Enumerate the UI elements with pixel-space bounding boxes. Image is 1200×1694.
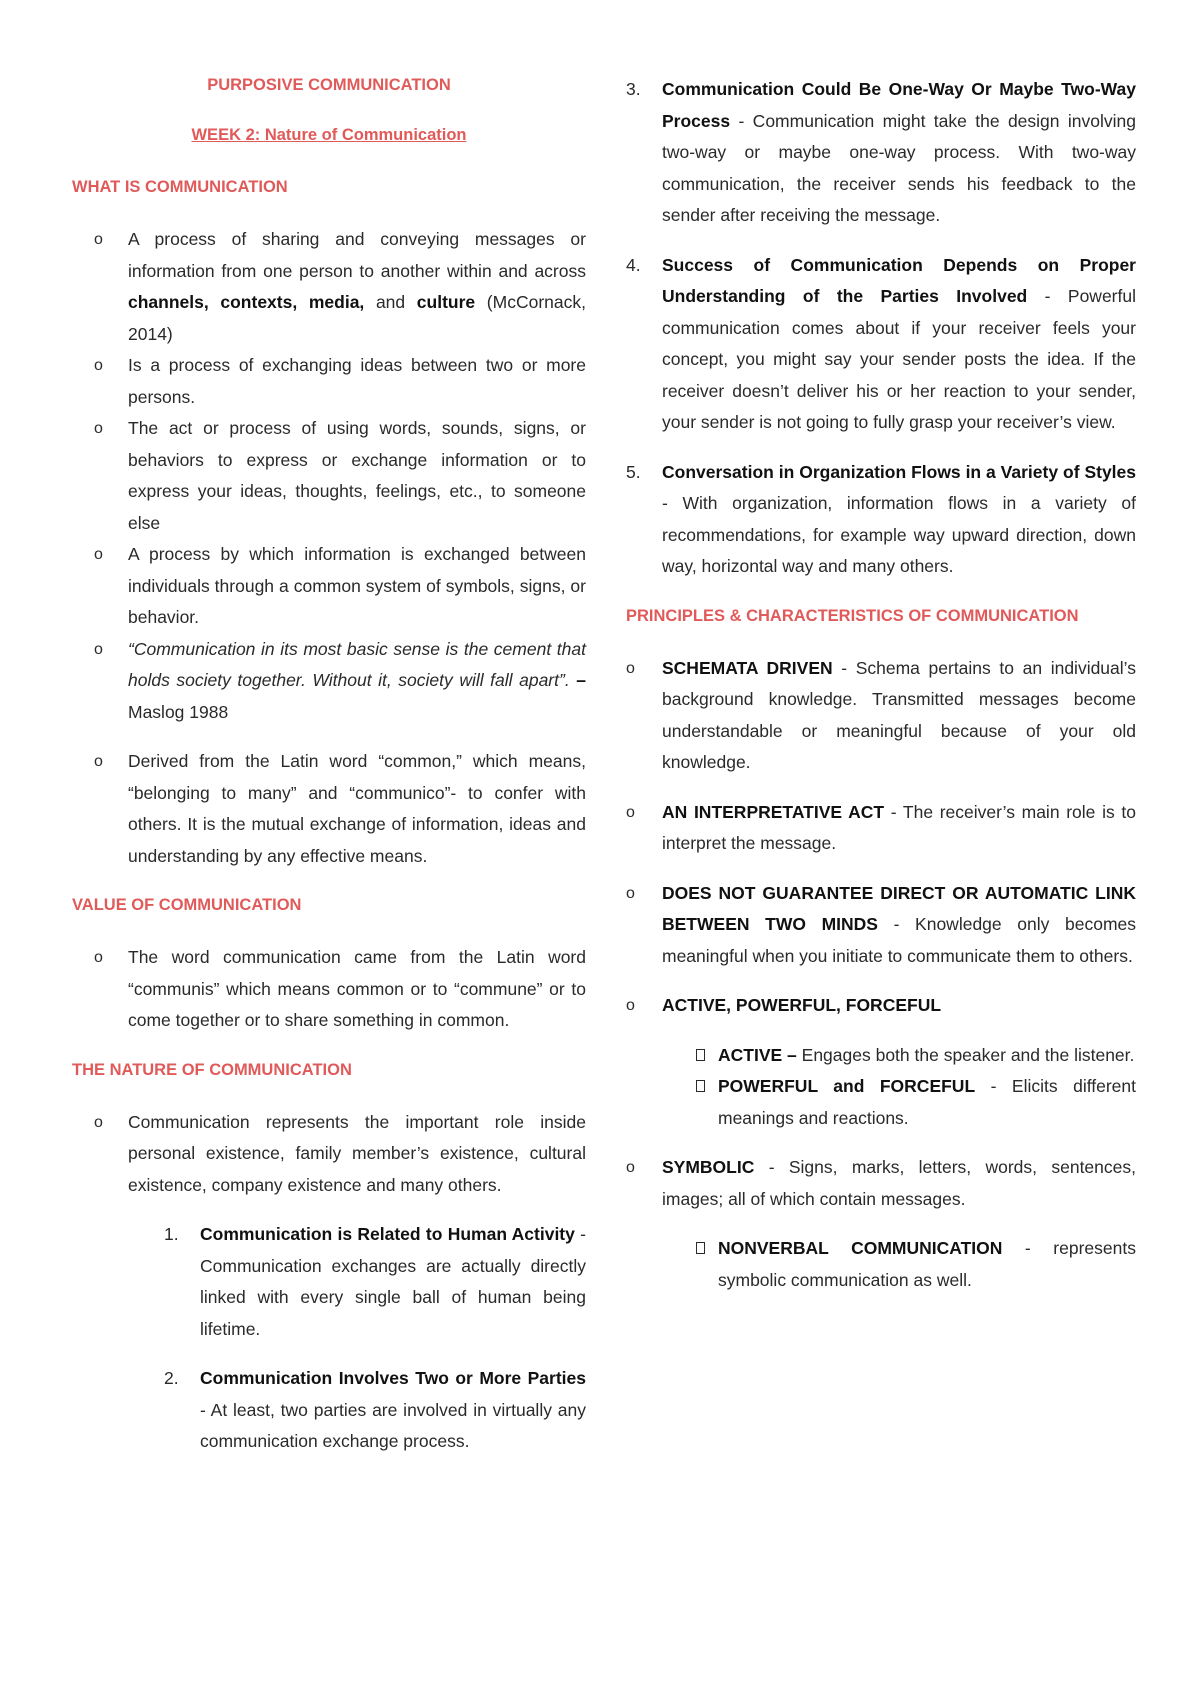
- bullet-icon: o: [94, 1113, 103, 1131]
- left-column: [72, 74, 586, 1458]
- numbered-item: 4. Success of Communication Depends on Proper Understanding of the Parties Involved - Powerful communication comes about if your receiver feels your concept, you might say your sender posts the idea. If the receiver doesn’t deliver his or her reaction to your sender, your sender is not going to fully grasp your receiver’s view.: [626, 254, 1136, 432]
- square-bullet-icon: [696, 1080, 705, 1092]
- quote-author: Maslog 1988: [128, 701, 229, 722]
- numbered-item: 1. Communication is Related to Human Activity - Communication exchanges are actually directly linked with every single ball of human being lifetime.: [164, 1224, 586, 1339]
- what-list: [72, 224, 586, 872]
- nature-numbered-list-right: [626, 74, 1136, 583]
- list-item: o Communication represents the important role inside personal existence, family member’s existence, cultural existence, company existence and many others.: [72, 1107, 586, 1202]
- document-subtitle: WEEK 2: Nature of Communication: [191, 126, 467, 144]
- heading-what-is-communication: WHAT IS COMMUNICATION: [72, 178, 288, 196]
- bullet-icon: o: [94, 231, 103, 248]
- list-item: o SYMBOLIC - Signs, marks, letters, words, sentences, images; all of which contain messages.: [626, 1152, 1136, 1215]
- list-item: o “Communication in its most basic sense is the cement that holds society together. Without it, society will fall apart”. – Maslog 1988: [72, 634, 586, 729]
- numbered-item: 3. Communication Could Be One-Way Or Maybe Two-Way Process - Communication might take the design involving two-way or maybe one-way process. With two-way communication, the receiver sends his feedback to the sender after receiving the message.: [626, 79, 1136, 225]
- list-item: o Is a process of exchanging ideas between two or more persons.: [72, 350, 586, 413]
- sub-item-nonverbal: NONVERBAL COMMUNICATION - represents symbolic communication as well.: [682, 1233, 1136, 1296]
- heading-value-of-communication: VALUE OF COMMUNICATION: [72, 896, 302, 914]
- bullet-icon: o: [626, 659, 635, 677]
- sub-item-active: ACTIVE – Engages both the speaker and the listener.: [682, 1040, 1136, 1072]
- list-item: o ACTIVE, POWERFUL, FORCEFUL: [626, 990, 1136, 1022]
- list-item: o A process by which information is exchanged between individuals through a common system of symbols, signs, or behavior.: [72, 539, 586, 634]
- list-item: o DOES NOT GUARANTEE DIRECT OR AUTOMATIC LINK BETWEEN TWO MINDS - Knowledge only becomes meaningful when you initiate to communicate them to others.: [626, 878, 1136, 973]
- right-column: [626, 74, 1136, 1296]
- list-item: o The act or process of using words, sounds, signs, or behaviors to express or exchange information or to express your ideas, thoughts, feelings, etc., to someone else: [72, 413, 586, 539]
- bullet-icon: o: [626, 884, 635, 902]
- bullet-icon: o: [626, 1159, 635, 1176]
- sub-item-powerful: POWERFUL and FORCEFUL - Elicits different meanings and reactions.: [682, 1071, 1136, 1134]
- bullet-icon: o: [94, 546, 103, 563]
- bullet-icon: o: [94, 357, 103, 374]
- nature-list: [72, 1107, 586, 1202]
- bullet-icon: o: [94, 753, 103, 770]
- numbered-item: 2. Communication Involves Two or More Parties - At least, two parties are involved in virtually any communication exchange process.: [164, 1368, 586, 1451]
- heading-nature-of-communication: THE NATURE OF COMMUNICATION: [72, 1060, 352, 1079]
- list-item: o The word communication came from the Latin word “communis” which means common or to “commune” or to come together or to share something in common.: [72, 942, 586, 1037]
- square-bullet-icon: [696, 1242, 705, 1254]
- quote-text: “Communication in its most basic sense is the cement that holds society together. Without it, society will fall apart”.: [128, 638, 586, 690]
- nature-numbered-list-left: [72, 1219, 586, 1458]
- bullet-icon: o: [94, 949, 103, 966]
- list-item: o A process of sharing and conveying messages or information from one person to another within and across channels, contexts, media, and culture (McCornack, 2014): [72, 224, 586, 350]
- square-bullet-icon: [696, 1049, 705, 1061]
- value-list: [72, 942, 586, 1037]
- list-item: o Derived from the Latin word “common,” which means, “belonging to many” and “communico”- to confer with others. It is the mutual exchange of information, ideas and understanding by any effective means.: [72, 746, 586, 872]
- heading-principles: PRINCIPLES & CHARACTERISTICS OF COMMUNICATION: [626, 606, 1079, 625]
- document-title: PURPOSIVE COMMUNICATION: [207, 76, 451, 94]
- bullet-icon: o: [626, 803, 635, 821]
- bullet-icon: o: [94, 640, 103, 658]
- principles-list-symbolic: [626, 1152, 1136, 1215]
- principles-list: [626, 653, 1136, 1022]
- bullet-icon: o: [94, 420, 103, 437]
- bullet-icon: o: [626, 997, 635, 1014]
- list-item: o AN INTERPRETATIVE ACT - The receiver’s main role is to interpret the message.: [626, 797, 1136, 860]
- list-item: o SCHEMATA DRIVEN - Schema pertains to an individual’s background knowledge. Transmitted messages become understandable or meaningful because of your old knowledge.: [626, 653, 1136, 779]
- numbered-item: 5. Conversation in Organization Flows in a Variety of Styles - With organization, information flows in a variety of recommendations, for example way upward direction, down way, horizontal way and many others.: [626, 461, 1136, 576]
